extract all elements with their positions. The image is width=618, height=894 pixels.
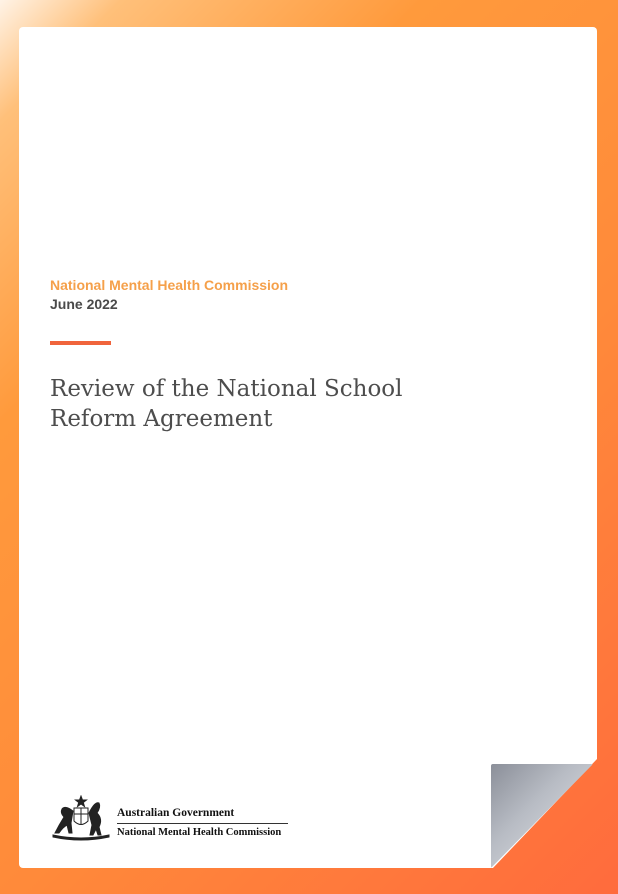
publication-date: June 2022 xyxy=(50,296,118,312)
accent-rule xyxy=(50,341,111,345)
document-title: Review of the National School Reform Agreement xyxy=(50,376,403,432)
organisation-name: National Mental Health Commission xyxy=(50,277,289,293)
australian-government-label: Australian Government xyxy=(117,807,235,819)
cover-page xyxy=(19,27,597,868)
logo-divider xyxy=(117,823,288,824)
coat-of-arms-icon xyxy=(49,795,113,841)
commission-label: National Mental Health Commission xyxy=(117,827,282,838)
